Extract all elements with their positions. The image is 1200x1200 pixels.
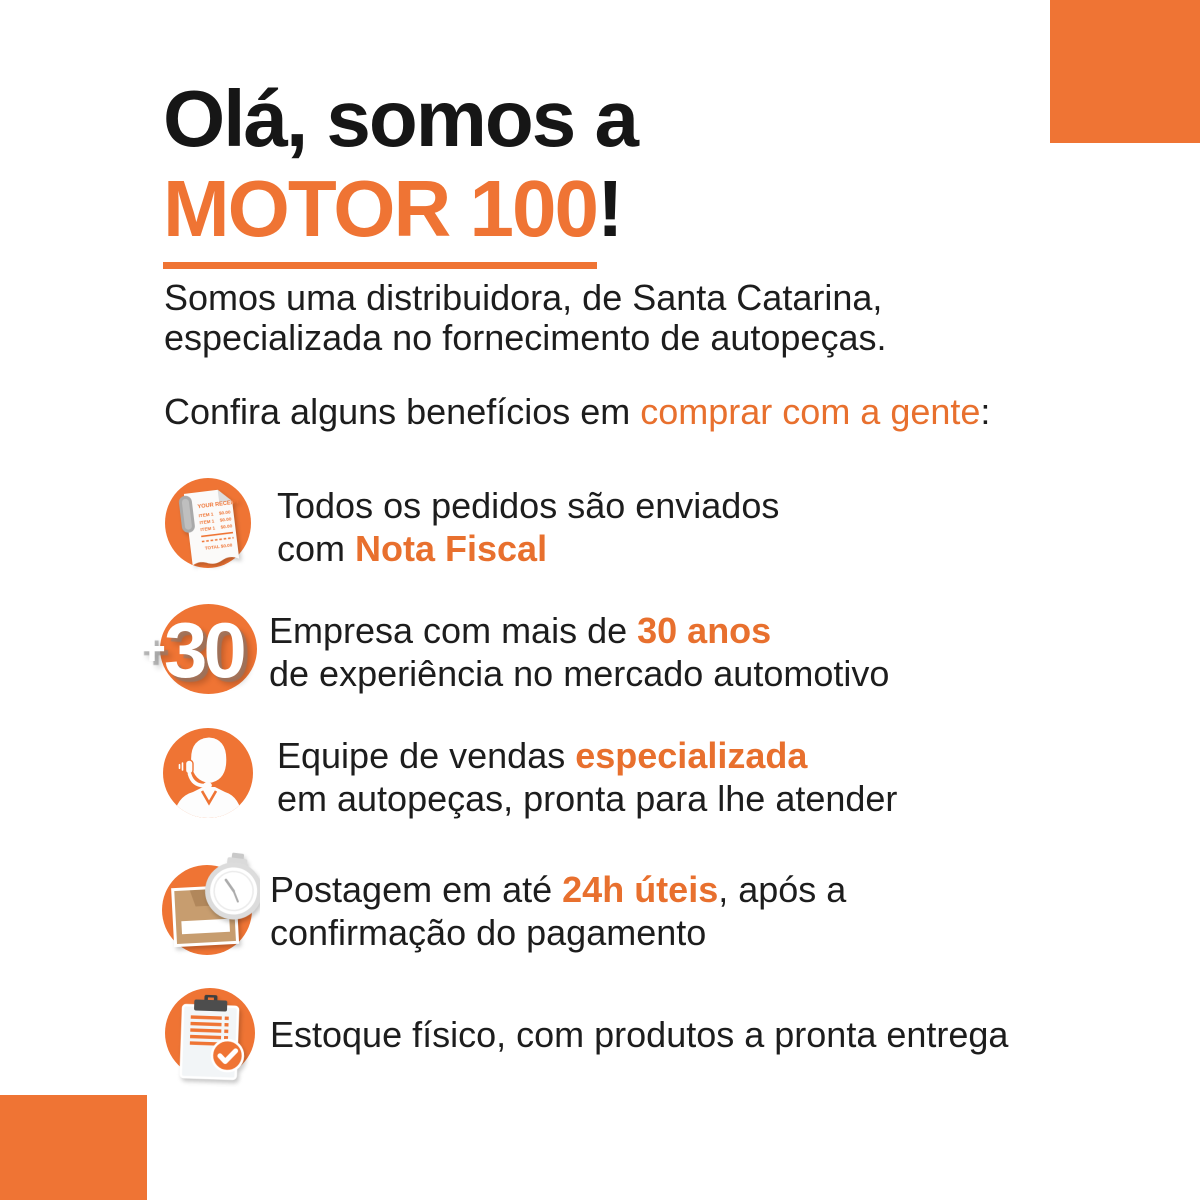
benefits-intro-highlight: comprar com a gente — [640, 391, 981, 432]
decor-square-bottom-left — [0, 1095, 147, 1200]
receipt-title-text: YOUR RECEIPT — [197, 499, 240, 511]
greeting-text: Olá, somos a — [163, 74, 637, 163]
intro-line-2: especializada no fornecimento de autopeças. — [164, 317, 887, 358]
receipt-icon — [160, 476, 257, 582]
benefit-nota-fiscal — [160, 476, 779, 582]
page-title — [163, 74, 637, 254]
benefit-equipe — [160, 724, 897, 824]
svg-text:ITEM 1: ITEM 1 — [200, 525, 216, 533]
benefit-postagem — [160, 848, 846, 960]
benefit-text: Equipe de vendas especializada em autopeças, pronta para lhe atender — [277, 735, 898, 819]
benefit-text: Todos os pedidos são enviados com Nota Fiscal — [277, 485, 780, 569]
benefits-intro-prefix: Confira alguns benefícios em — [164, 391, 641, 432]
hero-header — [163, 74, 637, 254]
brand-exclamation: ! — [597, 164, 622, 253]
benefits-intro — [164, 392, 990, 432]
benefit-30-anos — [138, 601, 890, 698]
brand-name: MOTOR 100 — [163, 164, 597, 269]
shipping-timer-icon — [160, 848, 260, 960]
svg-text:$0.00: $0.00 — [219, 516, 232, 523]
benefit-text: Empresa com mais de 30 anos de experiência no mercado automotivo — [269, 610, 890, 694]
plus-30-icon — [138, 601, 257, 698]
benefit-text: Estoque físico, com produtos a pronta entrega — [270, 1014, 1009, 1055]
benefit-estoque — [160, 983, 1008, 1087]
decor-square-top-right — [1050, 0, 1200, 143]
plus-30-label: +30 — [138, 606, 243, 694]
intro-line-1: Somos uma distribuidora, de Santa Catarina, — [164, 277, 883, 318]
clipboard-check-icon — [160, 983, 260, 1087]
intro-paragraph — [164, 278, 886, 358]
svg-text:ITEM 1: ITEM 1 — [199, 518, 215, 526]
svg-text:$0.00: $0.00 — [220, 523, 233, 530]
svg-text:$0.00: $0.00 — [218, 509, 231, 516]
benefits-intro-colon: : — [980, 391, 991, 432]
support-agent-icon — [160, 724, 257, 824]
benefit-text: Postagem em até 24h úteis, após a confirmação do pagamento — [270, 869, 847, 953]
receipt-total-text: TOTAL $0.00 — [204, 542, 233, 551]
svg-text:ITEM 1: ITEM 1 — [198, 511, 214, 519]
